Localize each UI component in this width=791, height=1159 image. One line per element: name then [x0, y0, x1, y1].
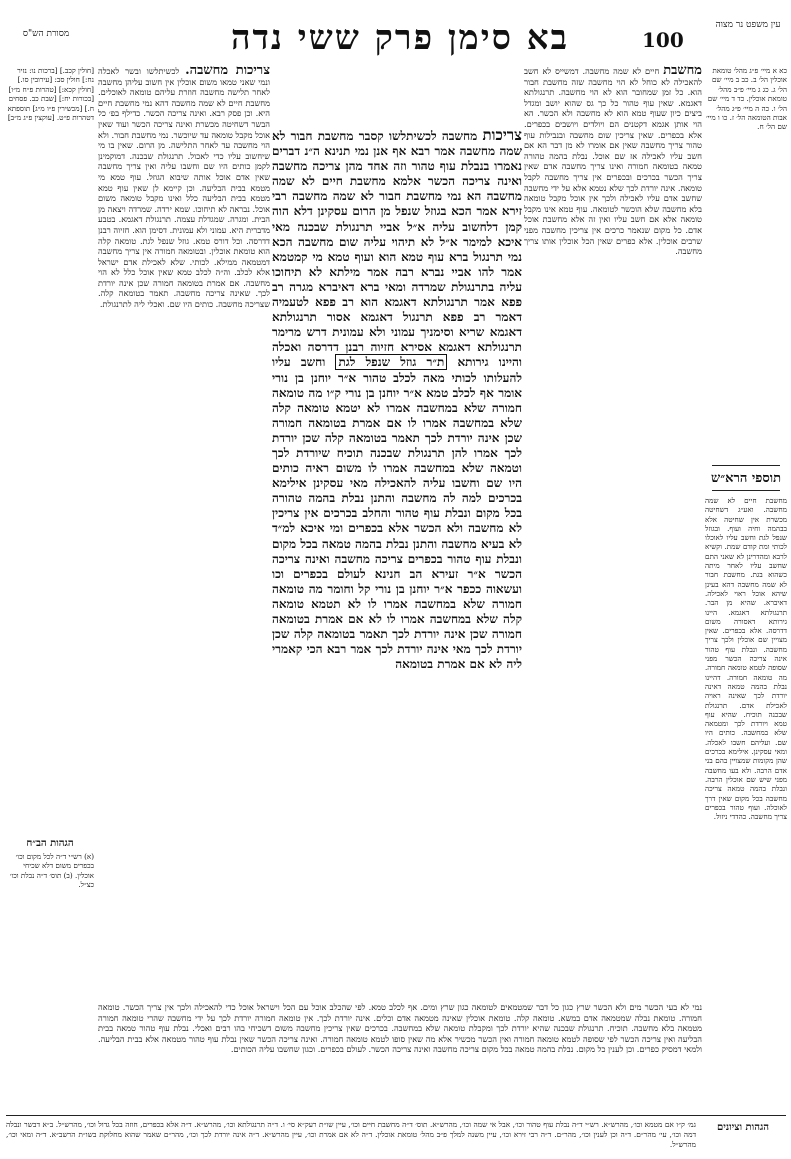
divider	[712, 490, 780, 491]
gemara-text-part-1: מחשבה לכשיתלשו קסבר מחשבת חבור לא שמה מחשבה אמר רבא אף אנן נמי תנינא ה״נ דברים נאמרו בנבלת עוף טהור וזה אחד מהן צריכה מחשבה ואינה צריכה הכשר אלמא מחשבת חיים לא שמה מחשבה הא נמי מחשבת חבור לא שמה מחשבה רבי זירא אמר הכא בגוזל שנפל מן הרום עסקינן דלא הוה קמן דלחשוב עליה א״ל אביי תרנגולת שבכנה מאי איכא למימר א״ל לא תיהוי עליה שום מחשבה הכא נמי תרנגול ברא עוף טמא הוא ועוף טמא מי קמטמא אמר להו אביי נברא רבה אמר מילתא לא תיחוכו עליה בתרנגולת שמרדה ומאי ברא דאיברא מגרה רב פפא אמר תרנגולתא דאגמא הוא רב פפא לטעמיה דאמר רב פפא תרנגול דאגמא אסור תרנגולתא דאגמא שריא וסימניך עמוני ולא עמונית דרש מרימר תרנגולתא דאגמא אסירא חזיוה רבנן דדרסה ואכלה והיינו גירותא	[272, 129, 522, 370]
tosafot-harosh-title: תוספי הרא״ש	[710, 471, 781, 486]
ein-mishpat-column	[705, 66, 787, 132]
rashi-text: חיים לא שמה מחשבה. דמשייס לא חשב להאכילה לא כוחל לא הוי מחשבה שזה מחשבת חבור הוא. כל זמן שמחובר הוא לא הוי מחשבה. תרנגולתא דאגמא. שאין עוף טהור כל כך גס שהוא יושב ומגדל ביצים כיון שעוף טמא הוא לא מחשבה ולא הכשר. הא הוי אותן אגמא דקטנים הם ויולדים ויושבים בכפרים. אלא בכפרים. שאין צריכין שום מחשבה ובנבילות עוף טהור צריך מחשבה שאין אם אומרו לא מן דבר הא אם חשב עליו לאכילה אז שם אוכל. נבלת בהמה טהורה טמאה בטומאה חמורה ואינו צריך מחשבה אדם שאין צריך הכשר בכרכים ובכפרים אין צריך מחשבה לקבל טומאה. אינה יורדת לכך שלא נטמא אלא על ידי מחשבה שחשב אדם עליו לאכילה ולכך אין אוכל מקבל טומאה בלא מחשבה שלא הוכשר לטומאה. עוף טמא אינו מקבל טומאה אלא אם חשב עליו ואין זה אלא מחשבת אוכל אדם. כל מקום שנאמר כרכים אין צריכין מחשבה מפני שרבים אוכלין. אלא כפרים שאין הכל אוכלין אותו צריך מחשבה.	[524, 66, 702, 257]
gemara-text-tail: מאי אינה יורדת לכך אמר רבא הכי קאמרי ליה לא אם אמרת בטומאה	[272, 642, 522, 672]
footer-title: הגהות וציונים	[716, 1122, 770, 1133]
tosafot-lead-word: צריכות מחשבה.	[185, 66, 270, 78]
divider	[712, 465, 780, 466]
mesorat-hashas-text: [חולין קכב.] [ברכות נו: נזיר נח:] חולין סב: [עירובין סו.] [חולין קכא:] [טהרות פ״ח מ״ו] [בכורות יח:] [שבת כב. פסחים ח.] [מכשירין פ״ו מ״ג] תוספתא דטהרות פ״ט. [עוקצין פ״ג מ״ב]	[7, 66, 94, 123]
gemara-boxed-phrase: ת״ר גוזל שנפל לגת	[335, 354, 447, 370]
page-title: בא סימן פרק ששי נדה	[230, 18, 570, 58]
footer-notes: גמ׳ ק״ו אם מטמא וכו׳, מהרש״א. רש״י ד״ה נבלת עוף טהור וכו׳, אבל אי שמה וכו׳, מהרש״א. תוס׳ ד״ה מחשבת חיים וכו׳, עיין שו״ת רעק״א סי׳ ו. ד״ה תרנגולתא וכו׳, מהרש״א. ד״ה אלא בכפרים, חוזה בכל גדול וכו׳, מהרש״ל. ב״א דבשר ונבלה דמה וכו׳, עי׳ מהר״ם. ד״ה וכן לענין וכו׳, מהר״ם. ד״ה רבי זירא וכו׳, עיין משנה למלך פ״ב מהל׳ טומאת אוכלין. ד״ה לא אם אמרת וכו׳, עיין מהרש״א. ד״ה אינה יורדת לכך וכו׳, מהר״ם שאמר שהוא מחלוקת בשו״ת הרשב״א. ד״ה ומאי וכו׳, מהרש״ל.	[6, 1120, 696, 1149]
rashi-lead-word: מחשבת	[663, 66, 702, 78]
header-right-label: עין משפט נר מצוה	[715, 20, 781, 30]
bottom-commentary: נמי לא בעי הכשר מים ולא הכשר שרץ כגון כל דבר שמטמאים לטומאה כגון שרץ ומים. אף לכלב טמא. לפי שהכלב אוכל עם הכל וישראל אוכל כדי להאכילה ולכך אין צריך הכשר. טומאה חמורה. טומאת נבלה שמטמאה אדם במשא. טומאה קלה. טומאת אוכלין שאינה מטמאה אדם וכלים. אינה יורדת לכך. אין טומאה חמורה יורדת לכך על ידי מחשבה שהרי טומאה חמורה מטמאה בלא מחשבה. תוכיח. תרנגולת שבכנה שהיא יורדת לכך ומקבלת טומאה שלא במחשבה. בכרכים שאין צריכין מחשבה משום דשכיחי בהו רבים ואכלי. נבלת עוף טהור טמאה בבית הבליעה ואין צריכה הכשר לפי שסופה לטמא טומאה חמורה ואין הכשר מכשיר אלא מה שאין סופו לטמא טומאה חמורה. ואינה צריכה הכשר שאין נבלת עוף טהור מטמאה אלא בבית הבליעה. ולמאי דמסיק כפרים. וכן לענין כל מקום. נבלת בהמה טמאה בכל מקום צריכה מחשבה ואינה צריכה הכשר. לעולם בכפרים. וכגון שחשבו עליה הכותים.	[98, 1002, 702, 1055]
header-left-label: מסורת הש"ס	[22, 29, 70, 39]
tosafot-harosh-text: מחשבת חיים לא שמה מחשבה. ואע״ג דשחיטה מכשרת אין שחיטה אלא בבהמה וחיה ועוף. ובגוזל שנפל לגת וחשב עליו לאוכלו לכותי ומת קודם שמת. וקשיא לרבא ומהדרינן לא שאני התם שחשב עליו לאחר מיתה כשהוא בגת. מחשבת חבור לא שמה מחשבה דהא בעינן שיהא אוכל ראוי לאכילה. דאיברא. שהיא מן הבר. תרנגולתא דאגמא. היינו גירותא דאסורה משום דדרסה. אלא בכפרים. שאין מצויין שם אוכלין ולכך צריך מחשבה. ונבלת עוף טהור אינה צריכה הכשר מפני שסופה לטמא טומאה חמורה. מה טומאה חמורה. דהיינו נבלת בהמה טמאה דאינה יורדת לכך שאינה ראויה לאכילת אדם. תרנגולת שבכנה תוכיח. שהיא עוף טמא ויורדת לכך ומטמאה שלא במחשבה. כותים היו שם. ועליהם חשבו לאכלה. ומאי עסקינן. אילימא בכרכים שהן מקומות שמצויין בהם בני אדם הרבה. ולא בעו מחשבה מפני שיש שם אוכלין הרבה. ונבלת בהמה טמאה צריכה מחשבה בכל מקום שאין דרך לאוכלה. ועוף טהור בכפרים צריך מחשבה. כהדדי ניזול.	[705, 496, 787, 822]
gemara-text-part-2: וחשב עליו להעלותו לכותי מאה לכלב טהור א״ר יוחנן בן נורי אומר אף לכלב טמא א״ר יוחנן בן נורי ק״ו מה טומאה חמורה שלא במחשבה אמרו לא יטמא טומאה קלה שלא במחשבה אמרו לו אם אמרת בטומאה חמורה שכן אינה יורדת לכך תאמר בטומאה קלה שכן יורדת לכך אמרו להן תרנגולת שבכנה תוכיח שיורדת לכך וטמאה שלא במחשבה אמרו לו משום ראיה כותים היו שם וחשבו עליה להאכילה מאי עסקינן אילימא בכרכים למה לה מחשבה והתנן נבלת בהמה טהורה בכל מקום ונבלת עוף טהור והחלב בכרכים אין צריכין לא מחשבה ולא הכשר אלא בכפרים ומי איכא למ״ד לא בעיא מחשבה והתנן נבלת בהמה טמאה בכל מקום ונבלת עוף טהור בכפרים צריכה מחשבה ואינה צריכה הכשר א״ר זעירא הב חנינא לעולם בכפרים וכו ועשאוה ככפר א״ר יוחנן בן נורי קל וחומר מה טומאה חמורה שלא במחשבה אמרו לו לא תטמא טומאה קלה שלא במחשבה אמרו לו לא אם אמרת בטומאה חמורה שכן אינה יורדת לכך תאמר בטומאה קלה שכן יורדת לכך	[272, 355, 522, 657]
gemara-lead-word: צריכות	[482, 128, 522, 144]
tosafot-column	[98, 66, 270, 996]
hagahot-habach-text: (א) רש״י ד״ה לכל מקום וכו׳ בכפרים משום דלא שכיחי אוכלין. (ב) תוס׳ ד״ה נבלת וכו׳ כצ״ל.	[9, 852, 94, 889]
ein-mishpat-text: כא א מיי׳ פ״ג מהל׳ טומאת אוכלין הל׳ ב. כב ב מיי׳ שם הל׳ ג. כג ג מיי׳ פ״ב מהל׳ טומאת אוכלין. כד ד מיי׳ שם הל׳ ו. כה ה מיי׳ פ״ג מהל׳ אבות הטומאה הל׳ ז. כו ו מיי׳ שם הל׳ ח.	[705, 66, 787, 132]
mesorat-hashas-column	[4, 66, 94, 826]
hagahot-habach-title: הגהות הב״ח	[26, 838, 74, 849]
footer-divider	[6, 1115, 786, 1116]
page-number: 100	[642, 28, 684, 52]
tosafot-text: לכשיתלשו ובשר לאכלה ונמי שאני טמאו משום אוכלין אין חשוב עליהן מחשבה לאחר תלישה מחשבה חוזרת עליהם טומאה לאוכלים. מחשבת חיים לא שמה מחשבה דהא נמי מחשבת חיים היא. וכן פסק רבא. ואינה צריכה הכשר. כדילף בפ׳ כל הבשר דשחיטה מכשרת ואינה צריכה הכשר ועוד שאין אוכל מקבל טומאה עד שיוכשר. נמי מחשבת חבור. ולא הוי מחשבה עד לאחר התלישה. מן הרום. שאין בו מי שיחשוב עליו כדי לאכול. תרנגולת שבכנה. דמוקמינן לקמן כותים היו שם וחשבו עליה ואין צריך מחשבה שאין אדם אוכל אותה שיבוא הגוזל. עוף טמא מי מטמא בבית הבליעה. וכן קיימא לן שאין עוף טמא מטמא בבית הבליעה כלל ואינו מקבל טומאה משום אוכל. נבראה לא תיחוכו. שמא ירדה. שמרדה ויצאה מן הבית. ומגרה. שמגדלת עצמה. תרנגולת דאגמא. בטבע מדברית היא. עמוני ולא עמונית. דסימן הוא. חזיוה רבנן דדרסה. וכל דורס טמא. גוזל שנפל לגת. טומאה קלה הוא טומאת אוכלין. ובטומאה חמורה אין צריך מחשבה דמטמאה ממילא. לכותי. שלא לאכילת אדם ישראל אלא לכלב. וה״ה לכלב טמא שאין אוכל כלל לא הוי מחשבה. אם אמרת בטומאה חמורה שכן אינה יורדת לכך. שאינה צריכה מחשבה. תאמר בטומאה קלה. שצריכה מחשבה. כותים היו שם. ואכלי ליה לתרנגולת.	[98, 66, 270, 310]
rashi-column	[524, 66, 702, 956]
gemara-main-text	[272, 128, 522, 998]
